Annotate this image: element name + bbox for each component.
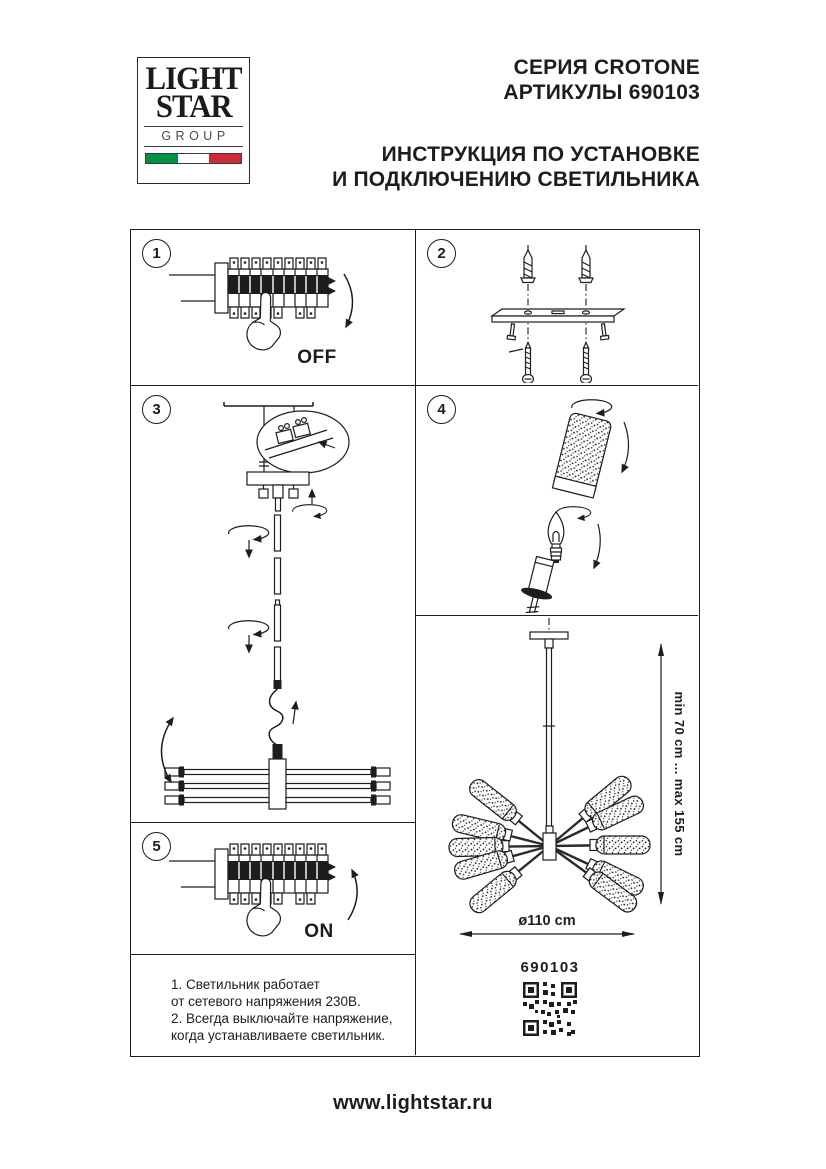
step-number-badge: 4 [427, 395, 456, 424]
breaker-on-diagram [131, 823, 414, 952]
flag-red-stripe [209, 154, 241, 163]
safety-notes-panel [131, 955, 416, 1055]
mounting-bracket-icon [492, 309, 624, 322]
safety-notes [171, 976, 392, 1044]
socket-arm-icon [513, 555, 561, 613]
mounting-bracket-diagram [416, 230, 696, 383]
circuit-breaker-icon [169, 844, 336, 904]
rotation-arrow-icon [229, 526, 269, 540]
rod-section [275, 558, 281, 594]
wall-plug-icon [521, 245, 535, 283]
small-screw-icon [599, 324, 609, 340]
rod-section [275, 515, 281, 551]
step-5-panel [131, 823, 416, 955]
small-screw-icon [507, 324, 517, 340]
lightstar-logo [137, 57, 250, 184]
screw-icon [581, 343, 592, 384]
note-line: 1. Светильник работает [171, 977, 320, 992]
shade-bulb-diagram [416, 386, 696, 613]
curved-arrow-up-icon [348, 870, 357, 920]
diameter-dimension [460, 913, 634, 934]
threaded-stem-icon [273, 485, 283, 511]
chandelier-body-icon [165, 759, 390, 809]
series-title: СЕРИЯ CROTONE [513, 56, 700, 79]
logo-word-group: GROUP [144, 126, 243, 147]
diameter-label: ø110 cm [518, 913, 576, 929]
leader-line [509, 349, 523, 352]
center-hub [543, 833, 556, 860]
article-number: 690103 [520, 959, 580, 976]
instruction-title-line1: ИНСТРУКЦИЯ ПО УСТАНОВКЕ [381, 143, 700, 166]
power-cable-icon [269, 689, 283, 745]
bulb-icon [548, 512, 564, 563]
step-number-badge: 3 [142, 395, 171, 424]
screw-icon [523, 343, 534, 384]
chandelier-dimension-diagram [416, 616, 696, 1053]
up-arrow-icon [293, 702, 296, 724]
step-number-badge: 2 [427, 239, 456, 268]
curved-down-arrow-icon [622, 422, 629, 472]
website-url: www.lightstar.ru [333, 1092, 493, 1114]
instruction-title-line2: И ПОДКЛЮЧЕНИЮ СВЕТИЛЬНИКА [332, 168, 700, 191]
logo-word-star: STAR [155, 89, 232, 126]
step-number-badge: 1 [142, 239, 171, 268]
instruction-grid [130, 229, 700, 1057]
header-titles [332, 55, 700, 192]
on-label: ON [304, 921, 334, 942]
note-line: 2. Всегда выключайте напряжение, [171, 1011, 393, 1026]
note-line: когда устанавливаете светильник. [171, 1028, 386, 1043]
lampshade-icon [552, 412, 612, 498]
lampshade-icon [590, 836, 650, 854]
flag-white-stripe [178, 154, 210, 163]
curved-arrow-down-icon [344, 274, 353, 327]
terminal-block-magnifier-icon [257, 411, 349, 473]
wall-plug-icon [579, 245, 593, 283]
rotation-arrow-icon [557, 507, 591, 519]
rod-connector [276, 600, 280, 605]
flag-green-stripe [146, 154, 178, 163]
rod-section [275, 605, 281, 641]
rotation-arrow-icon [572, 400, 612, 414]
step-1-panel [131, 230, 416, 386]
logo-word-light: LIGHT [145, 61, 242, 97]
height-dimension [661, 644, 687, 904]
qr-code-icon [523, 982, 577, 1036]
article-title: АРТИКУЛЫ 690103 [503, 81, 700, 104]
step-4-panel [416, 386, 698, 616]
rod-collar [274, 680, 282, 689]
product-drawing-panel [416, 616, 698, 1055]
step-2-panel [416, 230, 698, 386]
curved-down-arrow-icon [594, 524, 600, 568]
cable-plug-icon [273, 744, 283, 759]
step-number-badge: 5 [142, 832, 171, 861]
height-range-label: min 70 cm ... max 155 cm [672, 691, 687, 857]
breaker-off-diagram [131, 230, 414, 383]
rotation-arrow-icon [293, 505, 327, 517]
chandelier-icon [449, 632, 650, 916]
circuit-breaker-icon [169, 258, 336, 318]
rod-assembly-diagram [131, 386, 414, 820]
off-label: OFF [297, 347, 337, 368]
rotation-arrow-icon [229, 621, 269, 635]
note-line: от сетевого напряжения 230В. [171, 994, 361, 1009]
step-3-panel [131, 386, 416, 823]
italian-flag-icon [145, 153, 242, 164]
